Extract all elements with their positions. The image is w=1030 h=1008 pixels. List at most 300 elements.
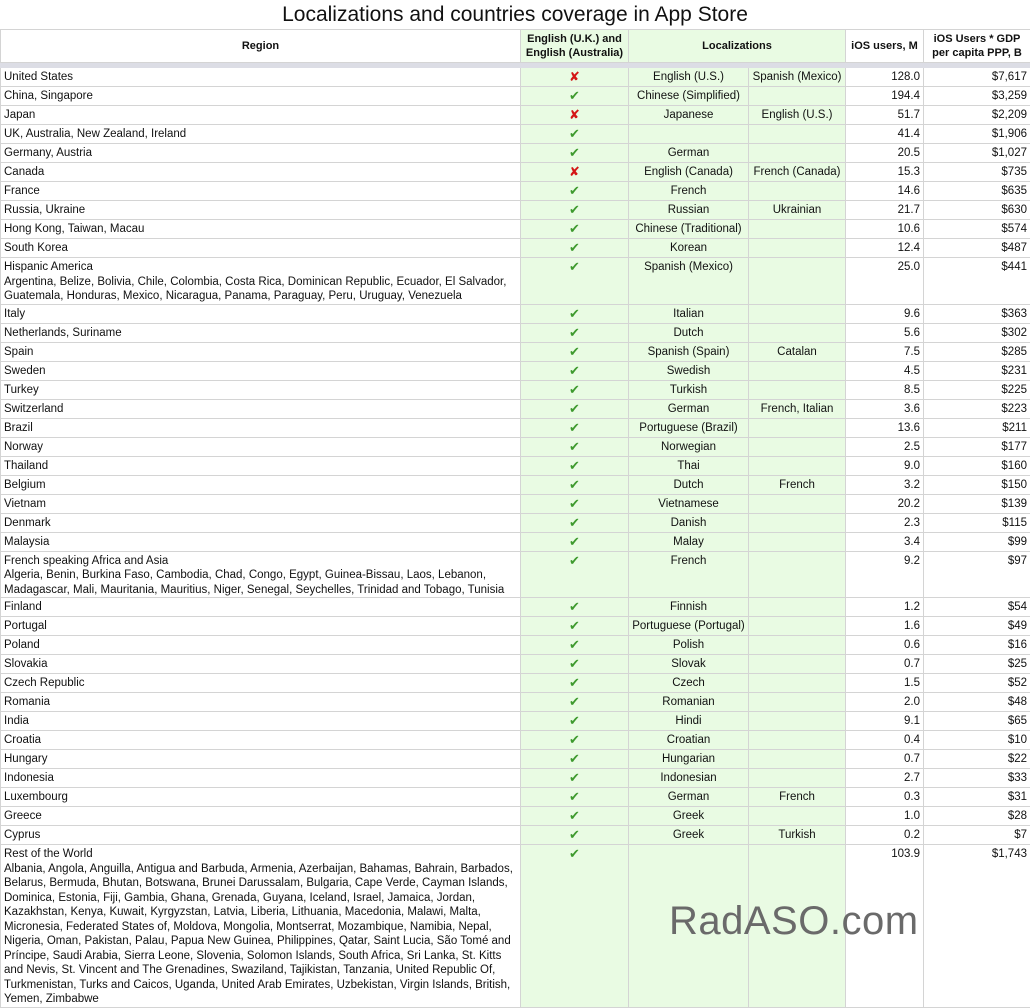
region-cell xyxy=(1,144,521,163)
users-cell: 9.1 xyxy=(846,712,924,731)
table-row xyxy=(1,845,1030,1008)
region-name: Netherlands, Suriname xyxy=(4,326,122,339)
region-cell xyxy=(1,494,521,513)
localization-1-text: Portuguese (Brazil) xyxy=(639,421,738,434)
region-name: Rest of the World xyxy=(4,848,93,860)
region-name: Hispanic America xyxy=(4,261,93,273)
check-icon: ✔ xyxy=(569,126,580,141)
region-cell xyxy=(1,807,521,826)
check-icon: ✔ xyxy=(569,362,580,378)
users-cell: 0.6 xyxy=(846,636,924,655)
region-cell xyxy=(1,125,521,144)
localization-2-cell xyxy=(749,304,846,323)
users-cell: 9.0 xyxy=(846,456,924,475)
english-cell xyxy=(521,68,629,87)
localization-2-cell xyxy=(749,807,846,826)
localization-1-cell xyxy=(629,551,749,598)
gdp-cell: $33 xyxy=(924,769,1030,788)
localization-1-cell xyxy=(629,788,749,807)
localization-1-text: Greek xyxy=(672,829,705,841)
english-cell xyxy=(521,475,629,494)
check-icon: ✔ xyxy=(569,202,580,217)
localization-2-cell xyxy=(749,750,846,769)
localization-1-cell xyxy=(629,807,749,826)
gdp-cell: $363 xyxy=(924,304,1030,323)
english-cell xyxy=(521,201,629,220)
english-cell xyxy=(521,361,629,380)
gdp-cell: $1,027 xyxy=(924,144,1030,163)
localization-2-cell xyxy=(749,731,846,750)
region-name: Thailand xyxy=(4,459,49,472)
check-icon: ✔ xyxy=(569,637,580,652)
region-cell xyxy=(1,731,521,750)
english-cell xyxy=(521,304,629,323)
localization-1-text: Turkish xyxy=(669,383,708,396)
gdp-cell: $10 xyxy=(924,731,1030,750)
users-cell: 0.7 xyxy=(846,750,924,769)
region-name: Spain xyxy=(4,345,34,358)
localization-1-cell xyxy=(629,144,749,163)
english-cell xyxy=(521,551,629,598)
region-cell xyxy=(1,380,521,399)
check-icon: ✔ xyxy=(569,533,580,549)
check-icon: ✔ xyxy=(569,343,580,359)
region-name: Vietnam xyxy=(4,497,46,510)
check-icon: ✔ xyxy=(569,221,580,236)
cross-icon: ✘ xyxy=(569,69,580,84)
users-cell: 12.4 xyxy=(846,239,924,258)
localization-1-cell xyxy=(629,239,749,258)
localization-2-cell xyxy=(749,182,846,201)
localization-2-cell xyxy=(749,258,846,305)
localization-1-cell xyxy=(629,750,749,769)
table-row xyxy=(1,125,1030,144)
table-row xyxy=(1,826,1030,845)
cross-icon: ✘ xyxy=(569,107,580,122)
check-icon: ✔ xyxy=(569,827,580,842)
check-icon: ✔ xyxy=(569,305,580,321)
localization-1-cell xyxy=(629,87,749,106)
gdp-cell: $49 xyxy=(924,617,1030,636)
region-cell xyxy=(1,655,521,674)
check-icon: ✔ xyxy=(569,88,580,103)
english-cell xyxy=(521,323,629,342)
region-cell xyxy=(1,456,521,475)
gdp-cell: $1,743 xyxy=(924,845,1030,1008)
gdp-cell: $1,906 xyxy=(924,125,1030,144)
english-cell xyxy=(521,826,629,845)
users-cell: 5.6 xyxy=(846,323,924,342)
table-row xyxy=(1,712,1030,731)
localization-1-text: Chinese (Traditional) xyxy=(635,223,742,235)
localization-1-cell xyxy=(629,674,749,693)
table-row xyxy=(1,437,1030,456)
gdp-cell: $97 xyxy=(924,551,1030,598)
localization-2-cell: French xyxy=(749,475,846,494)
localization-2-cell xyxy=(749,769,846,788)
region-name: Sweden xyxy=(4,364,46,377)
region-name: India xyxy=(4,715,29,727)
users-cell: 2.0 xyxy=(846,693,924,712)
table-row xyxy=(1,258,1030,305)
localization-2-cell: Turkish xyxy=(749,826,846,845)
table-row xyxy=(1,532,1030,551)
users-cell: 0.2 xyxy=(846,826,924,845)
gdp-cell: $115 xyxy=(924,513,1030,532)
english-cell xyxy=(521,655,629,674)
users-cell: 1.0 xyxy=(846,807,924,826)
localization-2-cell xyxy=(749,693,846,712)
table-row xyxy=(1,693,1030,712)
english-cell xyxy=(521,513,629,532)
localization-1-cell xyxy=(629,693,749,712)
localization-1-text: Dutch xyxy=(673,478,704,491)
region-cell xyxy=(1,239,521,258)
table-row xyxy=(1,617,1030,636)
users-cell: 51.7 xyxy=(846,106,924,125)
english-cell xyxy=(521,239,629,258)
gdp-cell: $225 xyxy=(924,380,1030,399)
region-name: Portugal xyxy=(4,620,47,632)
localization-1-cell xyxy=(629,475,749,494)
region-cell xyxy=(1,437,521,456)
localization-1-text: German xyxy=(667,402,710,415)
localization-2-cell xyxy=(749,361,846,380)
table-row xyxy=(1,475,1030,494)
region-cell xyxy=(1,750,521,769)
check-icon: ✔ xyxy=(569,713,580,728)
localization-2-cell: Ukrainian xyxy=(749,201,846,220)
english-cell xyxy=(521,342,629,361)
region-name: Hong Kong, Taiwan, Macau xyxy=(4,223,145,235)
gdp-cell: $211 xyxy=(924,418,1030,437)
users-cell: 7.5 xyxy=(846,342,924,361)
table-row xyxy=(1,323,1030,342)
check-icon: ✔ xyxy=(569,751,580,766)
localization-1-cell xyxy=(629,617,749,636)
table-row xyxy=(1,106,1030,125)
users-cell: 15.3 xyxy=(846,163,924,182)
cross-icon: ✘ xyxy=(569,164,580,179)
gdp-cell: $302 xyxy=(924,323,1030,342)
localization-2-cell xyxy=(749,87,846,106)
table-row xyxy=(1,304,1030,323)
localization-1-cell xyxy=(629,68,749,87)
localization-1-text: Italian xyxy=(673,307,704,320)
localization-2-cell: Spanish (Mexico) xyxy=(749,68,846,87)
gdp-cell: $630 xyxy=(924,201,1030,220)
english-cell xyxy=(521,258,629,305)
localization-1-cell xyxy=(629,418,749,437)
gdp-cell: $441 xyxy=(924,258,1030,305)
watermark-logo: RadASO.com xyxy=(669,899,919,943)
table-row xyxy=(1,636,1030,655)
table-row xyxy=(1,655,1030,674)
localization-1-text: Malay xyxy=(673,535,704,548)
check-icon: ✔ xyxy=(569,183,580,198)
users-cell: 3.2 xyxy=(846,475,924,494)
region-countries: Argentina, Belize, Bolivia, Chile, Colombia, Costa Rica, Dominican Republic, Ecuador, El Salvador, Guatemala, Honduras, Mexico, Nicaragua, Panama, Paraguay, Peru, Uruguay, Venezuela xyxy=(4,275,507,302)
header-localizations: Localizations xyxy=(629,30,846,63)
localization-2-cell xyxy=(749,144,846,163)
region-cell xyxy=(1,551,521,598)
region-name: United States xyxy=(4,71,74,83)
gdp-cell: $735 xyxy=(924,163,1030,182)
check-icon: ✔ xyxy=(569,495,580,511)
region-name: Denmark xyxy=(4,516,51,529)
gdp-cell: $177 xyxy=(924,437,1030,456)
region-name: Cyprus xyxy=(4,829,41,841)
localization-1-cell xyxy=(629,636,749,655)
gdp-cell: $285 xyxy=(924,342,1030,361)
localization-2-cell: French (Canada) xyxy=(749,163,846,182)
coverage-table xyxy=(0,29,1030,1008)
region-countries: Algeria, Benin, Burkina Faso, Cambodia, Chad, Congo, Egypt, Guinea-Bissau, Laos, Lebanon, Madagascar, Mali, Mauritania, Mauritius, Niger, Senegal, Seychelles, Trinidad and Tobago, Tunisia xyxy=(4,569,505,596)
header-gdp: iOS Users * GDP per capita PPP, B xyxy=(924,30,1030,63)
region-name: Slovakia xyxy=(4,658,48,670)
localization-1-cell xyxy=(629,125,749,144)
users-cell: 10.6 xyxy=(846,220,924,239)
users-cell: 20.5 xyxy=(846,144,924,163)
localization-1-cell xyxy=(629,437,749,456)
check-icon: ✔ xyxy=(569,552,580,568)
region-name: Canada xyxy=(4,166,45,178)
header-users: iOS users, M xyxy=(846,30,924,63)
gdp-cell: $52 xyxy=(924,674,1030,693)
table-row xyxy=(1,399,1030,418)
table-row xyxy=(1,731,1030,750)
localization-1-cell xyxy=(629,712,749,731)
localization-1-text: Chinese (Simplified) xyxy=(637,90,740,102)
localization-1-cell xyxy=(629,769,749,788)
users-cell: 13.6 xyxy=(846,418,924,437)
users-cell: 9.6 xyxy=(846,304,924,323)
localization-1-cell xyxy=(629,163,749,182)
check-icon: ✔ xyxy=(569,457,580,473)
table-row xyxy=(1,87,1030,106)
localization-1-text: Norwegian xyxy=(661,440,716,453)
english-cell xyxy=(521,617,629,636)
localization-1-cell xyxy=(629,532,749,551)
localization-1-text: Vietnamese xyxy=(658,497,719,510)
english-cell xyxy=(521,106,629,125)
localization-1-text: German xyxy=(667,791,710,803)
users-cell: 21.7 xyxy=(846,201,924,220)
table-row xyxy=(1,551,1030,598)
check-icon: ✔ xyxy=(569,476,580,492)
english-cell xyxy=(521,532,629,551)
english-cell xyxy=(521,87,629,106)
table-row xyxy=(1,220,1030,239)
localization-1-text: Russian xyxy=(667,204,710,216)
english-cell xyxy=(521,788,629,807)
localization-2-cell xyxy=(749,655,846,674)
localization-1-text: Hungarian xyxy=(661,753,716,765)
localization-2-cell xyxy=(749,456,846,475)
check-icon: ✔ xyxy=(569,240,580,255)
localization-2-cell: English (U.S.) xyxy=(749,106,846,125)
users-cell: 9.2 xyxy=(846,551,924,598)
region-cell xyxy=(1,304,521,323)
region-cell xyxy=(1,598,521,617)
localization-2-cell xyxy=(749,418,846,437)
region-cell xyxy=(1,323,521,342)
english-cell xyxy=(521,636,629,655)
region-cell xyxy=(1,617,521,636)
gdp-cell: $223 xyxy=(924,399,1030,418)
region-name: South Korea xyxy=(4,242,68,254)
english-cell xyxy=(521,399,629,418)
table-row xyxy=(1,788,1030,807)
localization-2-cell xyxy=(749,239,846,258)
check-icon: ✔ xyxy=(569,789,580,804)
localization-1-cell xyxy=(629,731,749,750)
english-cell xyxy=(521,845,629,1008)
users-cell: 25.0 xyxy=(846,258,924,305)
region-countries: Albania, Angola, Anguilla, Antigua and Barbuda, Armenia, Azerbaijan, Bahamas, Bahrain, Barbados, Belarus, Bermuda, Bhutan, Botswana, Brunei Darussalam, Bulgaria, Cape Verde, Cayman Islands, Dominica, Estonia, Fiji, Gambia, Ghana, Grenada, Guyana, Iceland, Israel, Jamaica, Jordan, Kazakhstan, Kenya, Kuwait, Kyrgyzstan, Latvia, Liberia, Lithuania, Macedonia, Malawi, Malta, Micronesia, Federated States of, Moldova, Mongolia, Montserrat, Mozambique, Namibia, Nepal, Nigeria, Oman, Pakistan, Palau, Papua New Guinea, Philippines, Qatar, Saint Lucia, São Tomé and Príncipe, Saudi Arabia, Sierra Leone, Slovenia, Solomon Islands, South Africa, Sri Lanka, St. Kitts and Nevis, St. Vincent and The Grenadines, Swaziland, Tajikistan, Tanzania, United Republic Of, Turkmenistan, Turks and Caicos, Uganda, United Arab Emirates, Uzbekistan, Virgin Islands, British, Yemen, Zimbabwe xyxy=(4,862,513,1005)
region-name: Romania xyxy=(4,696,51,708)
localization-1-text: Danish xyxy=(670,516,707,529)
region-name: Czech Republic xyxy=(4,677,85,689)
table-row xyxy=(1,750,1030,769)
check-icon: ✔ xyxy=(569,599,580,614)
localization-1-cell xyxy=(629,361,749,380)
gdp-cell: $160 xyxy=(924,456,1030,475)
table-row xyxy=(1,342,1030,361)
english-cell xyxy=(521,674,629,693)
region-cell xyxy=(1,106,521,125)
localization-1-text: Slovak xyxy=(671,658,706,670)
localization-1-cell xyxy=(629,513,749,532)
table-row xyxy=(1,163,1030,182)
check-icon: ✔ xyxy=(569,732,580,747)
localization-1-text: Korean xyxy=(669,242,708,254)
check-icon: ✔ xyxy=(569,381,580,397)
gdp-cell: $231 xyxy=(924,361,1030,380)
gdp-cell: $25 xyxy=(924,655,1030,674)
english-cell xyxy=(521,182,629,201)
table-row xyxy=(1,807,1030,826)
users-cell: 20.2 xyxy=(846,494,924,513)
header-row xyxy=(1,30,1030,63)
users-cell: 3.6 xyxy=(846,399,924,418)
table-row xyxy=(1,598,1030,617)
localization-1-text: Dutch xyxy=(673,326,704,339)
localization-1-text: Spanish (Spain) xyxy=(647,345,730,358)
localization-1-text: Greek xyxy=(672,810,705,822)
localization-2-cell xyxy=(749,125,846,144)
localization-1-cell xyxy=(629,323,749,342)
region-name: Switzerland xyxy=(4,402,64,415)
table-row xyxy=(1,361,1030,380)
localization-1-text: Portuguese (Portugal) xyxy=(632,620,745,632)
english-cell xyxy=(521,456,629,475)
header-region: Region xyxy=(1,30,521,63)
users-cell: 0.4 xyxy=(846,731,924,750)
region-cell xyxy=(1,201,521,220)
check-icon: ✔ xyxy=(569,145,580,160)
region-cell xyxy=(1,532,521,551)
check-icon: ✔ xyxy=(569,259,580,274)
gdp-cell: $635 xyxy=(924,182,1030,201)
table-row xyxy=(1,182,1030,201)
gdp-cell: $16 xyxy=(924,636,1030,655)
english-cell xyxy=(521,380,629,399)
table-row xyxy=(1,456,1030,475)
users-cell: 103.9 xyxy=(846,845,924,1008)
localization-2-cell: Catalan xyxy=(749,342,846,361)
localization-1-text: Czech xyxy=(672,677,705,689)
localization-1-cell xyxy=(629,380,749,399)
gdp-cell: $3,259 xyxy=(924,87,1030,106)
localization-2-cell xyxy=(749,437,846,456)
localization-2-cell xyxy=(749,380,846,399)
page-title: Localizations and countries coverage in App Store xyxy=(282,3,748,26)
region-name: Brazil xyxy=(4,421,33,434)
localization-1-text: Croatian xyxy=(666,734,711,746)
region-name: France xyxy=(4,185,40,197)
localization-1-cell xyxy=(629,106,749,125)
users-cell: 0.3 xyxy=(846,788,924,807)
region-cell xyxy=(1,513,521,532)
localization-2-cell xyxy=(749,513,846,532)
gdp-cell: $48 xyxy=(924,693,1030,712)
region-cell xyxy=(1,674,521,693)
english-cell xyxy=(521,163,629,182)
localization-1-text: Japanese xyxy=(663,109,714,121)
region-name: Greece xyxy=(4,810,42,822)
english-cell xyxy=(521,220,629,239)
localization-1-cell xyxy=(629,826,749,845)
gdp-cell: $31 xyxy=(924,788,1030,807)
localization-1-text: French xyxy=(670,554,707,567)
english-cell xyxy=(521,769,629,788)
localization-2-cell xyxy=(749,532,846,551)
table-row xyxy=(1,769,1030,788)
users-cell: 14.6 xyxy=(846,182,924,201)
check-icon: ✔ xyxy=(569,675,580,690)
region-name: China, Singapore xyxy=(4,90,93,102)
users-cell: 0.7 xyxy=(846,655,924,674)
region-name: Hungary xyxy=(4,753,48,765)
header-english: English (U.K.) and English (Australia) xyxy=(521,30,629,63)
users-cell: 1.6 xyxy=(846,617,924,636)
localization-1-text: German xyxy=(667,147,710,159)
region-cell xyxy=(1,475,521,494)
localization-1-text: English (U.S.) xyxy=(653,71,724,83)
check-icon: ✔ xyxy=(569,400,580,416)
table-row xyxy=(1,201,1030,220)
users-cell: 3.4 xyxy=(846,532,924,551)
table-row xyxy=(1,68,1030,87)
localization-1-text: Swedish xyxy=(666,364,711,377)
english-cell xyxy=(521,693,629,712)
region-cell xyxy=(1,258,521,305)
localization-1-cell xyxy=(629,220,749,239)
region-cell xyxy=(1,220,521,239)
localization-2-cell xyxy=(749,674,846,693)
gdp-cell: $22 xyxy=(924,750,1030,769)
users-cell: 4.5 xyxy=(846,361,924,380)
check-icon: ✔ xyxy=(569,419,580,435)
english-cell xyxy=(521,144,629,163)
region-cell xyxy=(1,693,521,712)
english-cell xyxy=(521,418,629,437)
localization-1-cell xyxy=(629,598,749,617)
check-icon: ✔ xyxy=(569,770,580,785)
localization-2-cell xyxy=(749,712,846,731)
region-name: Italy xyxy=(4,307,26,320)
